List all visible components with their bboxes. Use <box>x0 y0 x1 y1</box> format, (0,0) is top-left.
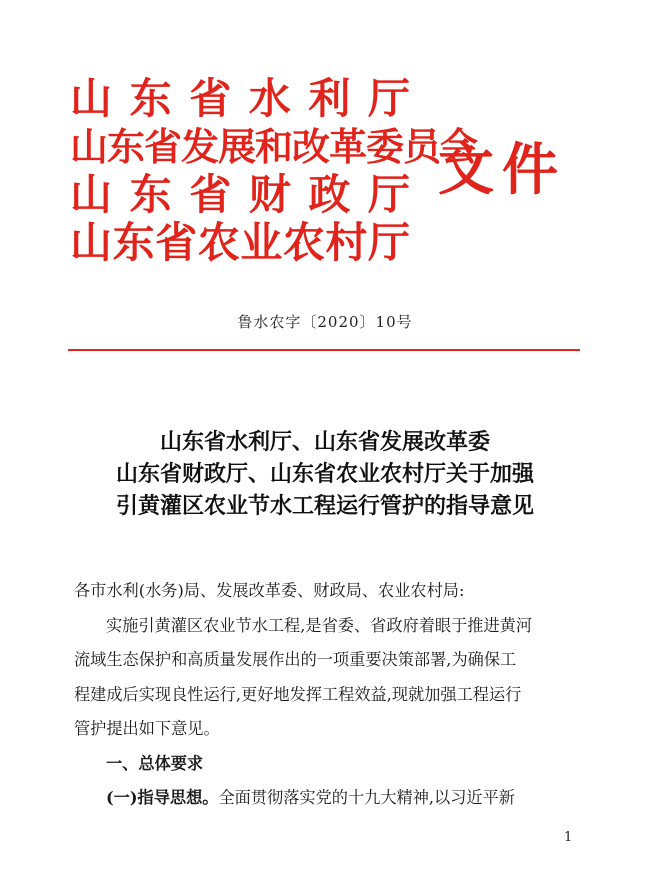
issuer-char: 山 <box>70 170 113 219</box>
subsection-text: 全面贯彻落实党的十九大精神,以习近平新 <box>218 788 515 807</box>
issuer-water-resources <box>70 76 410 124</box>
title-line-1: 山东省水利厅、山东省发展改革委 <box>159 429 490 455</box>
paragraph-line: 流域生态保护和高质量发展作出的一项重要决策部署,为确保工 <box>74 650 517 669</box>
addressee: 各市水利(水务)局、发展改革委、财政局、农业农村局: <box>74 581 465 600</box>
red-divider-line <box>68 349 580 351</box>
title-line-2: 山东省财政厅、山东省农业农村厅关于加强 <box>115 461 534 487</box>
issuer-char: 山 <box>70 218 113 267</box>
issuer-char: 村 <box>325 218 368 267</box>
document-type-label: 文件 <box>438 137 566 203</box>
issuer-char: 省 <box>155 218 198 267</box>
document-body <box>74 574 584 816</box>
issuer-char: 农 <box>197 218 240 267</box>
issuer-char: 业 <box>240 218 283 267</box>
document-number: 鲁水农字〔2020〕10号 <box>237 313 413 331</box>
issuer-char: 利 <box>308 74 351 123</box>
issuer-char: 厅 <box>367 218 410 267</box>
issuer-char: 东 <box>129 170 172 219</box>
issuer-agriculture <box>70 220 410 268</box>
issuer-finance <box>70 172 410 220</box>
page-number: 1 <box>564 830 573 845</box>
issuer-char: 东 <box>129 74 172 123</box>
paragraph-line: 程建成后实现良性运行,更好地发挥工程效益,现就加强工程运行 <box>74 684 522 704</box>
issuer-char: 农 <box>282 218 325 267</box>
issuer-char: 厅 <box>367 170 410 219</box>
issuer-char: 省 <box>189 74 232 123</box>
title-line-3: 引黄灌区农业节水工程运行管护的指导意见 <box>115 493 534 519</box>
paragraph-line: 实施引黄灌区农业节水工程,是省委、省政府着眼于推进黄河 <box>106 615 533 635</box>
issuer-char: 财 <box>248 170 291 219</box>
paragraph-line: 管护提出如下意见。 <box>74 719 220 738</box>
issuer-block <box>70 74 478 268</box>
issuer-char: 山 <box>70 74 113 123</box>
issuer-char: 水 <box>248 74 291 123</box>
subsection-heading: (一)指导思想。 <box>106 788 219 807</box>
document-title <box>40 426 610 522</box>
subsection-paragraph <box>74 781 584 816</box>
issuer-char: 政 <box>308 170 351 219</box>
issuer-char: 东 <box>112 218 155 267</box>
issuer-development-reform: 山东省发展和改革委员会 <box>70 124 478 169</box>
issuer-char: 省 <box>189 170 232 219</box>
section-heading: 一、总体要求 <box>106 753 204 773</box>
issuer-char: 厅 <box>367 74 410 123</box>
